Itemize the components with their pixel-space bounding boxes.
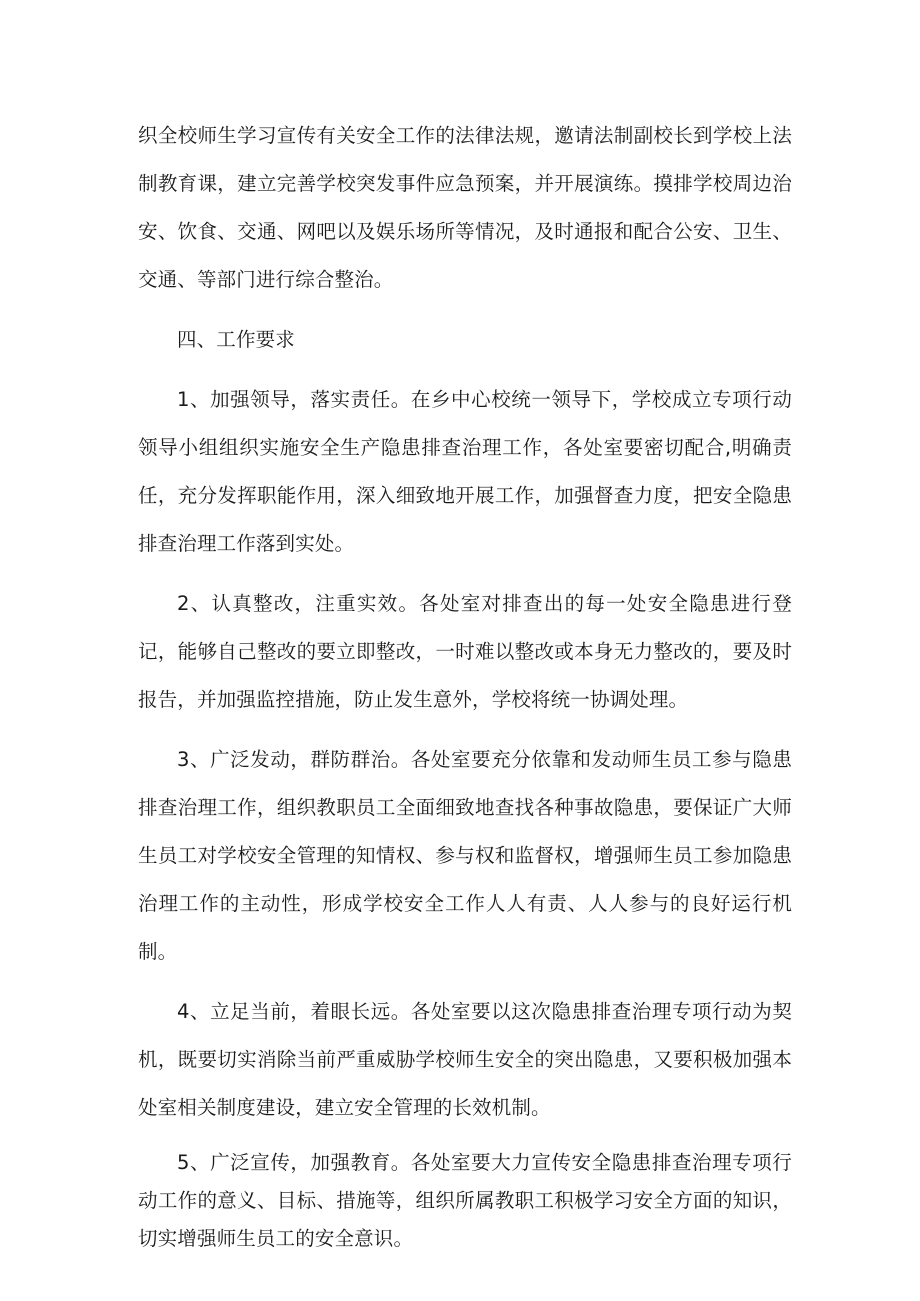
requirement-item-5: 5、广泛宣传，加强教育。各处室要大力宣传安全隐患排查治理专项行动工作的意义、目标、措施等，组织所属教职工积极学习安全方面的知识，切实增强师生员工的安全意识。: [138, 1151, 792, 1250]
requirement-item-4: 4、立足当前，着眼长远。各处室要以这次隐患排查治理专项行动为契机，既要切实消除当前严重威胁学校师生安全的突出隐患，又要积极加强本处室相关制度建设，建立安全管理的长效机制。: [138, 1000, 792, 1119]
requirement-item-1: 1、加强领导，落实责任。在乡中心校统一领导下，学校成立专项行动领导小组组织实施安全生产隐患排查治理工作，各处室要密切配合,明确责任，充分发挥职能作用，深入细致地开展工作，加强督查力度，把安全隐患排查治理工作落到实处。: [138, 388, 792, 555]
section-title: 四、工作要求: [177, 328, 295, 351]
document-page: [138, 112, 792, 1270]
requirement-item-2: 2、认真整改，注重实效。各处室对排查出的每一处安全隐患进行登记，能够自己整改的要立即整改，一时难以整改或本身无力整改的，要及时报告，并加强监控措施，防止发生意外，学校将统一协调处理。: [138, 592, 792, 711]
requirement-item-3: 3、广泛发动，群防群治。各处室要充分依靠和发动师生员工参与隐患排查治理工作，组织教职员工全面细致地查找各种事故隐患，要保证广大师生员工对学校安全管理的知情权、参与权和监督权，增强师生员工参加隐患治理工作的主动性，形成学校安全工作人人有责、人人参与的良好运行机制。: [138, 748, 792, 963]
continuation-paragraph: 织全校师生学习宣传有关安全工作的法律法规，邀请法制副校长到学校上法制教育课，建立完善学校突发事件应急预案，并开展演练。摸排学校周边治安、饮食、交通、网吧以及娱乐场所等情况，及时通报和配合公安、卫生、交通、等部门进行综合整治。: [138, 124, 792, 291]
